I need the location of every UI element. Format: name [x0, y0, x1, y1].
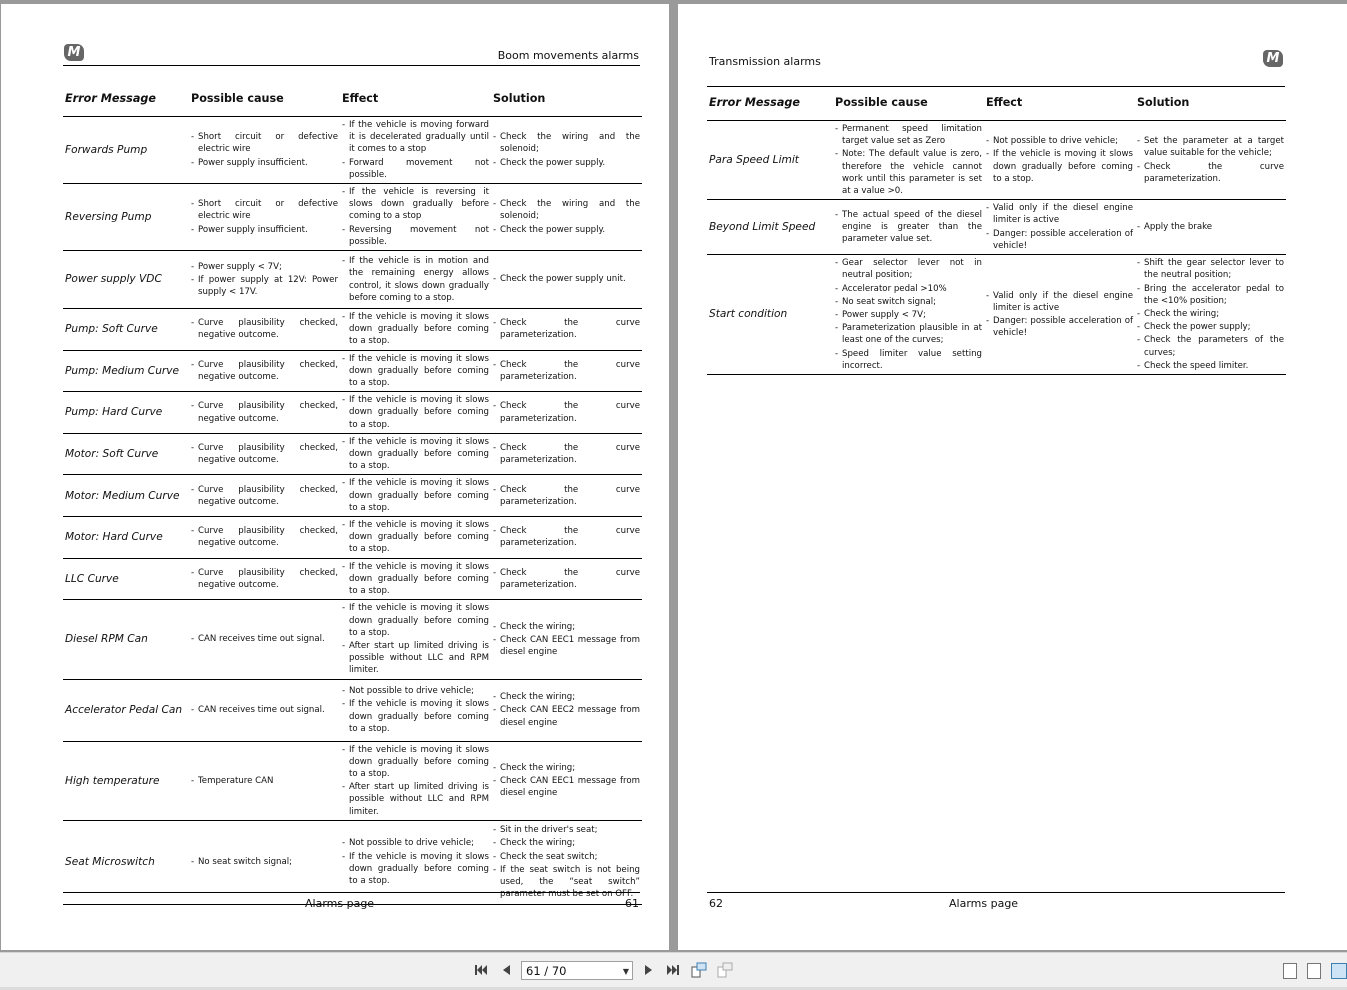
document-page-right: [678, 4, 1347, 950]
bullet-item: - Check CAN EEC1 message from diesel engine: [493, 775, 640, 799]
error-message-cell: Diesel RPM Can: [63, 600, 189, 679]
table-row: [63, 475, 642, 517]
continuous-view-icon[interactable]: [1307, 963, 1321, 979]
bullet-list: [191, 484, 338, 508]
bullet-item: - After start up limited driving is possible without LLC and RPM limiter.: [342, 781, 489, 818]
facing-view-icon[interactable]: [1331, 963, 1347, 979]
error-message-cell: Seat Microswitch: [63, 820, 189, 904]
bullet-item: - Speed limiter value setting incorrect.: [835, 348, 982, 372]
error-message-cell: Pump: Hard Curve: [63, 392, 189, 434]
error-message-cell: Motor: Soft Curve: [63, 433, 189, 475]
header-rule: [63, 65, 640, 66]
error-message-cell: LLC Curve: [63, 558, 189, 600]
table-row: [63, 117, 642, 184]
page-number-selector[interactable]: [521, 961, 633, 980]
possible-cause-cell: [189, 350, 340, 392]
page-indicator-text: 61 / 70: [526, 964, 567, 978]
solution-cell: [491, 433, 642, 475]
bullet-item: - Valid only if the diesel engine limiter is active: [986, 290, 1133, 314]
table-row: [63, 600, 642, 679]
bullet-list: [191, 567, 338, 591]
bullet-list: [191, 704, 338, 716]
single-page-view-icon[interactable]: [1283, 963, 1297, 979]
table-row: [707, 200, 1286, 255]
error-message-cell: Motor: Hard Curve: [63, 517, 189, 559]
effect-cell: [340, 309, 491, 351]
bullet-list: [493, 400, 640, 424]
bullet-item: - Check the wiring;: [493, 762, 640, 774]
effect-cell: [340, 433, 491, 475]
bullet-item: - Check the power supply.: [493, 224, 640, 236]
bullet-list: [342, 602, 489, 676]
solution-cell: [491, 600, 642, 679]
bullet-item: - If the vehicle is moving it slows down gradually before coming to a stop.: [342, 561, 489, 598]
bullet-item: - Reversing movement not possible.: [342, 224, 489, 248]
bullet-item: - If the vehicle is moving it slows down gradually before coming to a stop.: [342, 353, 489, 390]
bullet-item: - Short circuit or defective electric wire: [191, 131, 338, 155]
bullet-item: - If the vehicle is moving it slows down gradually before coming to a stop.: [342, 394, 489, 431]
table-row: [63, 350, 642, 392]
alarms-table: [707, 86, 1286, 375]
solution-cell: [491, 558, 642, 600]
bullet-list: [191, 400, 338, 424]
bullet-list: [493, 359, 640, 383]
bullet-list: [493, 273, 640, 285]
solution-cell: [491, 741, 642, 820]
table-row: [63, 251, 642, 309]
error-message-cell: Motor: Medium Curve: [63, 475, 189, 517]
bullet-item: - Curve plausibility checked, negative outcome.: [191, 525, 338, 549]
bullet-list: [191, 261, 338, 299]
bullet-item: - Danger: possible acceleration of vehicle!: [986, 228, 1133, 252]
error-message-cell: Reversing Pump: [63, 184, 189, 251]
alarms-table: [63, 82, 642, 905]
column-header-cause: Possible cause: [833, 86, 984, 121]
solution-cell: [491, 679, 642, 741]
effect-cell: [340, 251, 491, 309]
error-message-cell: Para Speed Limit: [707, 121, 833, 200]
bullet-item: - Valid only if the diesel engine limiter is active: [986, 202, 1133, 226]
bullet-item: - Forward movement not possible.: [342, 157, 489, 181]
bullet-item: - Not possible to drive vehicle;: [986, 135, 1133, 147]
table-row: [63, 558, 642, 600]
brand-logo: M: [64, 44, 84, 61]
footer-rule: [63, 892, 640, 893]
bullet-item: - Parameterization plausible in at least one of the curves;: [835, 322, 982, 346]
bullet-item: - Check the curve parameterization.: [493, 400, 640, 424]
table-row: [63, 392, 642, 434]
bullet-item: - Curve plausibility checked, negative outcome.: [191, 484, 338, 508]
bullet-item: - Curve plausibility checked, negative outcome.: [191, 359, 338, 383]
previous-page-icon[interactable]: [498, 962, 514, 978]
bullet-item: - If the vehicle is reversing it slows down gradually before coming to a stop: [342, 186, 489, 223]
bullet-list: [191, 198, 338, 236]
bullet-item: - Not possible to drive vehicle;: [342, 837, 489, 849]
effect-cell: [984, 121, 1135, 200]
possible-cause-cell: [189, 184, 340, 251]
effect-cell: [340, 600, 491, 679]
chevron-down-icon[interactable]: ▼: [622, 967, 629, 976]
bullet-list: [493, 442, 640, 466]
brand-logo: M: [1263, 50, 1283, 67]
table-row: [63, 433, 642, 475]
bullet-item: - Check the power supply.: [493, 157, 640, 169]
bullet-list: [835, 209, 982, 246]
bullet-item: - Power supply < 7V;: [835, 309, 982, 321]
bullet-item: - Not possible to drive vehicle;: [342, 685, 489, 697]
bullet-list: [493, 525, 640, 549]
bullet-item: - No seat switch signal;: [191, 856, 338, 868]
possible-cause-cell: [189, 679, 340, 741]
bullet-item: - Danger: possible acceleration of vehicle!: [986, 315, 1133, 339]
possible-cause-cell: [189, 741, 340, 820]
bullet-list: [342, 685, 489, 735]
column-header-cause: Possible cause: [189, 82, 340, 117]
possible-cause-cell: [189, 309, 340, 351]
bullet-item: - Check the wiring;: [493, 621, 640, 633]
possible-cause-cell: [189, 392, 340, 434]
error-message-cell: Accelerator Pedal Can: [63, 679, 189, 741]
bullet-list: [986, 202, 1133, 252]
bullet-item: - Check the power supply unit.: [493, 273, 640, 285]
bullet-list: [342, 255, 489, 304]
table-row: [707, 255, 1286, 375]
footer-title: Alarms page: [949, 897, 1019, 910]
error-message-cell: Pump: Medium Curve: [63, 350, 189, 392]
bullet-item: - After start up limited driving is possible without LLC and RPM limiter.: [342, 640, 489, 677]
solution-cell: [491, 251, 642, 309]
error-message-cell: Forwards Pump: [63, 117, 189, 184]
bullet-item: - If the vehicle is moving it slows down gradually before coming to a stop.: [986, 148, 1133, 185]
bullet-item: - Curve plausibility checked, negative outcome.: [191, 442, 338, 466]
bullet-item: - Curve plausibility checked, negative outcome.: [191, 400, 338, 424]
solution-cell: [1135, 255, 1286, 375]
bullet-item: - If the vehicle is moving it slows down gradually before coming to a stop.: [342, 602, 489, 639]
effect-cell: [340, 741, 491, 820]
error-message-cell: High temperature: [63, 741, 189, 820]
bullet-item: - If the seat switch is not being used, the “seat switch” parameter must be set on OFF.: [493, 864, 640, 901]
column-header-solution: Solution: [1135, 86, 1286, 121]
bullet-item: - Check the wiring;: [493, 837, 640, 849]
column-header-error: Error Message: [63, 82, 189, 117]
page-header-title: Transmission alarms: [709, 55, 821, 68]
bullet-item: - CAN receives time out signal.: [191, 704, 338, 716]
effect-cell: [340, 679, 491, 741]
possible-cause-cell: [833, 255, 984, 375]
table-row: [63, 679, 642, 741]
last-page-icon[interactable]: [665, 962, 681, 978]
solution-cell: [491, 117, 642, 184]
possible-cause-cell: [189, 475, 340, 517]
bullet-item: - Check the wiring and the solenoid;: [493, 198, 640, 222]
solution-cell: [491, 392, 642, 434]
solution-cell: [491, 517, 642, 559]
bullet-item: - Check the wiring and the solenoid;: [493, 131, 640, 155]
bullet-item: - Check the curve parameterization.: [493, 567, 640, 591]
bullet-item: - If the vehicle is moving it slows down gradually before coming to a stop.: [342, 744, 489, 781]
bullet-item: - CAN receives time out signal.: [191, 633, 338, 645]
effect-cell: [340, 475, 491, 517]
possible-cause-cell: [189, 517, 340, 559]
bullet-list: [191, 317, 338, 341]
solution-cell: [491, 184, 642, 251]
table-row: [63, 517, 642, 559]
bullet-list: [835, 257, 982, 372]
bullet-item: - Accelerator pedal >10%: [835, 283, 982, 295]
table-header-row: [63, 82, 642, 117]
page-number: 61: [625, 897, 639, 910]
bullet-item: - Power supply insufficient.: [191, 157, 338, 169]
bullet-list: [493, 198, 640, 236]
bullet-list: [342, 394, 489, 431]
bullet-list: [342, 311, 489, 348]
bullet-item: - Check the curve parameterization.: [493, 442, 640, 466]
bullet-item: - Shift the gear selector lever to the neutral position;: [1137, 257, 1284, 281]
bullet-item: - Check the curve parameterization.: [493, 525, 640, 549]
possible-cause-cell: [189, 600, 340, 679]
bullet-item: - If the vehicle is moving it slows down gradually before coming to a stop.: [342, 851, 489, 888]
viewer-toolbar: [0, 952, 1347, 990]
bullet-list: [191, 359, 338, 383]
possible-cause-cell: [833, 200, 984, 255]
bullet-list: [191, 525, 338, 549]
bullet-list: [1137, 135, 1284, 185]
bullet-list: [835, 123, 982, 197]
bullet-item: - Check the speed limiter.: [1137, 360, 1284, 372]
bullet-item: - If the vehicle is moving it slows down gradually before coming to a stop.: [342, 311, 489, 348]
bullet-item: - Check the curve parameterization.: [493, 317, 640, 341]
possible-cause-cell: [189, 117, 340, 184]
bullet-list: [1137, 221, 1284, 233]
bullet-item: - Power supply insufficient.: [191, 224, 338, 236]
footer-title: Alarms page: [305, 897, 375, 910]
error-message-cell: Start condition: [707, 255, 833, 375]
bullet-list: [493, 567, 640, 591]
effect-cell: [340, 392, 491, 434]
first-page-icon[interactable]: [473, 962, 489, 978]
bullet-list: [493, 824, 640, 900]
bullet-list: [191, 633, 338, 645]
bullet-item: - If the vehicle is moving it slows down gradually before coming to a stop.: [342, 519, 489, 556]
bullet-list: [493, 317, 640, 341]
page-header-title: Boom movements alarms: [497, 49, 639, 62]
bullet-list: [1137, 257, 1284, 372]
bullet-list: [493, 691, 640, 729]
table-header-row: [707, 86, 1286, 121]
table-row: [707, 121, 1286, 200]
table-row: [63, 309, 642, 351]
document-page-left: [1, 4, 669, 950]
table-row: [63, 741, 642, 820]
bullet-item: - Check the wiring;: [493, 691, 640, 703]
bullet-list: [342, 477, 489, 514]
possible-cause-cell: [189, 433, 340, 475]
bullet-item: - Note: The default value is zero, therefore the vehicle cannot work until this parameter is set at a value >0.: [835, 148, 982, 197]
table-row: [63, 184, 642, 251]
effect-cell: [984, 255, 1135, 375]
column-header-effect: Effect: [984, 86, 1135, 121]
column-header-solution: Solution: [491, 82, 642, 117]
effect-cell: [340, 117, 491, 184]
footer-rule: [707, 892, 1285, 893]
effect-cell: [340, 350, 491, 392]
bullet-item: - Check the curve parameterization.: [1137, 161, 1284, 185]
bullet-list: [342, 561, 489, 598]
bullet-item: - Sit in the driver's seat;: [493, 824, 640, 836]
possible-cause-cell: [189, 251, 340, 309]
effect-cell: [340, 184, 491, 251]
bullet-item: - Gear selector lever not in neutral position;: [835, 257, 982, 281]
effect-cell: [984, 200, 1135, 255]
bullet-list: [493, 484, 640, 508]
page-number: 62: [709, 897, 723, 910]
bullet-item: - Curve plausibility checked, negative outcome.: [191, 567, 338, 591]
solution-cell: [491, 309, 642, 351]
bullet-item: - If the vehicle is moving forward it is decelerated gradually until it comes to a stop: [342, 119, 489, 156]
bullet-item: - Check the seat switch;: [493, 851, 640, 863]
bullet-list: [986, 135, 1133, 185]
bullet-item: - Check CAN EEC2 message from diesel engine: [493, 704, 640, 728]
error-message-cell: Power supply VDC: [63, 251, 189, 309]
bullet-item: - Power supply < 7V;: [191, 261, 338, 273]
table-body: [707, 121, 1286, 375]
bullet-list: [493, 131, 640, 169]
table-body: [63, 117, 642, 905]
bullet-item: - Check the power supply;: [1137, 321, 1284, 333]
bullet-list: [342, 119, 489, 181]
bullet-list: [191, 775, 338, 787]
solution-cell: [1135, 121, 1286, 200]
column-header-effect: Effect: [340, 82, 491, 117]
bullet-item: - Short circuit or defective electric wire: [191, 198, 338, 222]
rotate-off-icon[interactable]: [717, 962, 733, 978]
bullet-list: [986, 290, 1133, 340]
bullet-list: [342, 744, 489, 818]
effect-cell: [340, 517, 491, 559]
bullet-item: - Check the curve parameterization.: [493, 359, 640, 383]
bullet-list: [342, 353, 489, 390]
solution-cell: [1135, 200, 1286, 255]
bullet-list: [493, 621, 640, 659]
column-header-error: Error Message: [707, 86, 833, 121]
bullet-item: - If power supply at 12V: Power supply < 17V.: [191, 274, 338, 298]
bullet-item: - Check CAN EEC1 message from diesel engine: [493, 634, 640, 658]
bullet-item: - Check the wiring;: [1137, 308, 1284, 320]
bullet-item: - If the vehicle is moving it slows down gradually before coming to a stop.: [342, 477, 489, 514]
next-page-icon[interactable]: [641, 962, 657, 978]
bullet-item: - Bring the accelerator pedal to the <10% position;: [1137, 283, 1284, 307]
bullet-list: [191, 442, 338, 466]
bullet-item: - Temperature CAN: [191, 775, 338, 787]
effect-cell: [340, 558, 491, 600]
bullet-item: - No seat switch signal;: [835, 296, 982, 308]
bullet-item: - Set the parameter at a target value suitable for the vehicle;: [1137, 135, 1284, 159]
rotate-icon[interactable]: [691, 962, 707, 978]
bullet-list: [191, 131, 338, 169]
solution-cell: [491, 350, 642, 392]
bullet-list: [342, 519, 489, 556]
possible-cause-cell: [833, 121, 984, 200]
bullet-item: - If the vehicle is in motion and the remaining energy allows control, it slows down gradually before coming to a stop.: [342, 255, 489, 304]
bullet-item: - Apply the brake: [1137, 221, 1284, 233]
possible-cause-cell: [189, 558, 340, 600]
solution-cell: [491, 475, 642, 517]
bullet-item: - The actual speed of the diesel engine is greater than the parameter value set.: [835, 209, 982, 246]
bullet-item: - Check the parameters of the curves;: [1137, 334, 1284, 358]
bullet-item: - If the vehicle is moving it slows down gradually before coming to a stop.: [342, 436, 489, 473]
bullet-list: [342, 186, 489, 248]
bullet-item: - Curve plausibility checked, negative outcome.: [191, 317, 338, 341]
bullet-item: - Check the curve parameterization.: [493, 484, 640, 508]
bullet-list: [342, 837, 489, 887]
bullet-list: [342, 436, 489, 473]
error-message-cell: Beyond Limit Speed: [707, 200, 833, 255]
bullet-item: - If the vehicle is moving it slows down gradually before coming to a stop.: [342, 698, 489, 735]
bullet-list: [493, 762, 640, 800]
bullet-item: - Permanent speed limitation target value set as Zero: [835, 123, 982, 147]
bullet-list: [191, 856, 338, 868]
error-message-cell: Pump: Soft Curve: [63, 309, 189, 351]
